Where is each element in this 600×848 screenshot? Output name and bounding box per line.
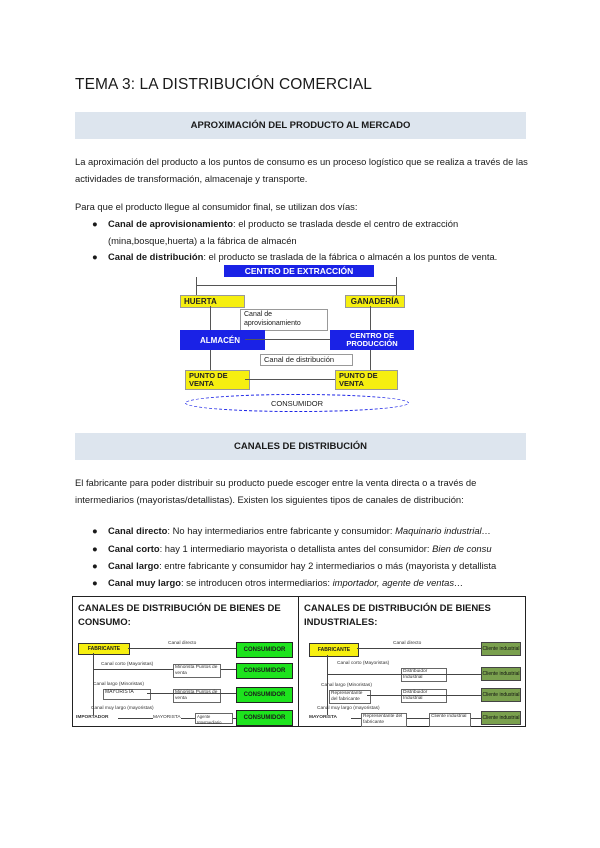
connector xyxy=(367,695,481,696)
canal-corto-label: Canal corto (Mayoristas) xyxy=(337,661,390,666)
connector xyxy=(196,277,197,295)
connector xyxy=(128,648,236,649)
canal-corto-label: Canal corto (Mayoristas) xyxy=(101,662,154,667)
canal-directo-label: Canal directo xyxy=(393,641,422,646)
bullet-icon: ● xyxy=(92,560,98,571)
connector xyxy=(396,277,397,295)
cliente-box: Cliente industrial xyxy=(481,667,521,681)
distribuidor-box: Distribuidor Industrial xyxy=(401,668,447,682)
bullet-text: Canal muy largo: se introducen otros intermediarios: importador, agente de ventas… xyxy=(108,577,464,588)
canal-distribucion-label: Canal de distribución xyxy=(260,354,353,366)
consumidor-ellipse: CONSUMIDOR xyxy=(185,394,409,412)
mayorista-label: MAYORISTA xyxy=(153,715,181,720)
cliente-box: Cliente industrial xyxy=(481,688,521,702)
paragraph-vias: Para que el producto llegue al consumidor final, se utilizan dos vías: xyxy=(75,201,358,212)
bullet-text: Canal directo: No hay intermediarios entre fabricante y consumidor: Maquinario industrial… xyxy=(108,525,491,536)
mayorista-box: MAYORISTA xyxy=(103,689,151,700)
consumidor-box: CONSUMIDOR xyxy=(236,642,293,658)
connector xyxy=(327,674,481,675)
connector xyxy=(196,285,396,286)
consumo-heading: CANALES DE DISTRIBUCIÓN DE BIENES DE CONSUMO: xyxy=(78,603,281,628)
canal-muy-largo-label: Canal muy largo (mayoristas) xyxy=(91,706,154,711)
mayorista-label: MAYORISTA xyxy=(309,715,337,720)
connector xyxy=(245,379,335,380)
punto-venta-box: PUNTO DE VENTA xyxy=(185,370,250,390)
fabricante-box: FABRICANTE xyxy=(78,643,130,655)
consumidor-box: CONSUMIDOR xyxy=(236,710,293,726)
fabricante-box: FABRICANTE xyxy=(309,643,359,657)
punto-venta-box-2: PUNTO DE VENTA xyxy=(335,370,398,390)
bullet-item xyxy=(92,523,537,540)
representante-box: Representante del fabricante xyxy=(329,690,371,704)
bullet-item xyxy=(92,575,537,592)
connector xyxy=(370,306,371,330)
distribuidor-box-2: Distribuidor Industrial xyxy=(401,689,447,703)
bullet-text: Canal corto: hay 1 intermediario mayorista o detallista antes del consumidor: Bien de consu xyxy=(108,543,492,554)
connector xyxy=(357,648,481,649)
industriales-heading: CANALES DE DISTRIBUCIÓN DE BIENES INDUSTRIALES: xyxy=(304,603,491,628)
cliente-box: Cliente industrial xyxy=(481,711,521,725)
consumidor-box: CONSUMIDOR xyxy=(236,663,293,679)
minorista-box: Minorista Puntos de venta xyxy=(173,664,221,678)
canal-aprovisionamiento-label: Canal de aprovisionamiento xyxy=(240,309,328,331)
paragraph-canales: El fabricante para poder distribuir su producto puede escoger entre la venta directa o a través de intermediarios (mayoristas/detallistas). Existen los siguientes tipos de canales de distribución: xyxy=(75,477,477,505)
canal-largo-label: Canal largo (Minoristas) xyxy=(93,682,144,687)
cliente-industrial-box: Cliente industrial xyxy=(429,713,471,727)
section-heading-aproximacion: APROXIMACIÓN DEL PRODUCTO AL MERCADO xyxy=(75,112,526,139)
canal-largo-label: Canal largo (Minoristas) xyxy=(321,683,372,688)
connector xyxy=(245,339,330,340)
connector xyxy=(210,306,211,330)
bullet-text: Canal de aprovisionamiento: el producto se traslada desde el centro de extracción (mina,bosque,huerta) a la fábrica de almacén xyxy=(108,218,459,246)
diagram-aproximacion xyxy=(180,265,420,415)
page-title: TEMA 3: LA DISTRIBUCIÓN COMERCIAL xyxy=(75,76,372,93)
bullet-text: Canal de distribución: el producto se traslada de la fábrica o almacén a los puntos de venta. xyxy=(108,251,498,262)
bullet-icon: ● xyxy=(92,543,98,554)
consumo-diagram-panel xyxy=(72,596,299,727)
bullet-item xyxy=(92,216,537,250)
section-heading-canales: CANALES DE DISTRIBUCIÓN xyxy=(75,433,526,460)
connector xyxy=(147,693,236,694)
centro-produccion-box: CENTRO DE PRODUCCIÓN xyxy=(330,330,414,350)
cliente-box: Cliente industrial xyxy=(481,642,521,656)
bullet-icon: ● xyxy=(92,251,98,262)
paragraph-aproximacion: La aproximación del producto a los puntos de consumo es un proceso logístico que se realiza a través de las actividades de transformación, almacenaje y transporte. xyxy=(75,156,528,184)
industriales-diagram-panel xyxy=(298,596,526,727)
agente-box: Agente Intermediario xyxy=(195,713,233,724)
connector xyxy=(210,350,211,370)
bullet-item xyxy=(92,249,537,266)
centro-extraccion-box: CENTRO DE EXTRACCIÓN xyxy=(224,265,374,277)
ganaderia-box: GANADERÍA xyxy=(345,295,405,308)
connector xyxy=(370,350,371,370)
consumidor-box: CONSUMIDOR xyxy=(236,687,293,703)
huerta-box: HUERTA xyxy=(180,295,245,308)
minorista-box-2: venta xyxy=(173,689,221,703)
bullet-icon: ● xyxy=(92,525,98,536)
canal-directo-label: Canal directo xyxy=(168,641,197,646)
importador-label: IMPORTADOR xyxy=(76,715,109,720)
bullet-text: Canal largo: entre fabricante y consumidor hay 2 intermediarios o más (mayorista y detallista xyxy=(108,560,497,571)
bullet-icon: ● xyxy=(92,218,98,229)
bullet-icon: ● xyxy=(92,577,98,588)
bullet-item xyxy=(92,558,537,575)
bullet-item xyxy=(92,541,537,558)
canal-muy-largo-label: Canal muy largo (mayoristas) xyxy=(317,706,380,711)
almacen-box: ALMACÉN xyxy=(180,330,265,350)
representante-box-2: Representante del fabricante xyxy=(361,713,407,727)
